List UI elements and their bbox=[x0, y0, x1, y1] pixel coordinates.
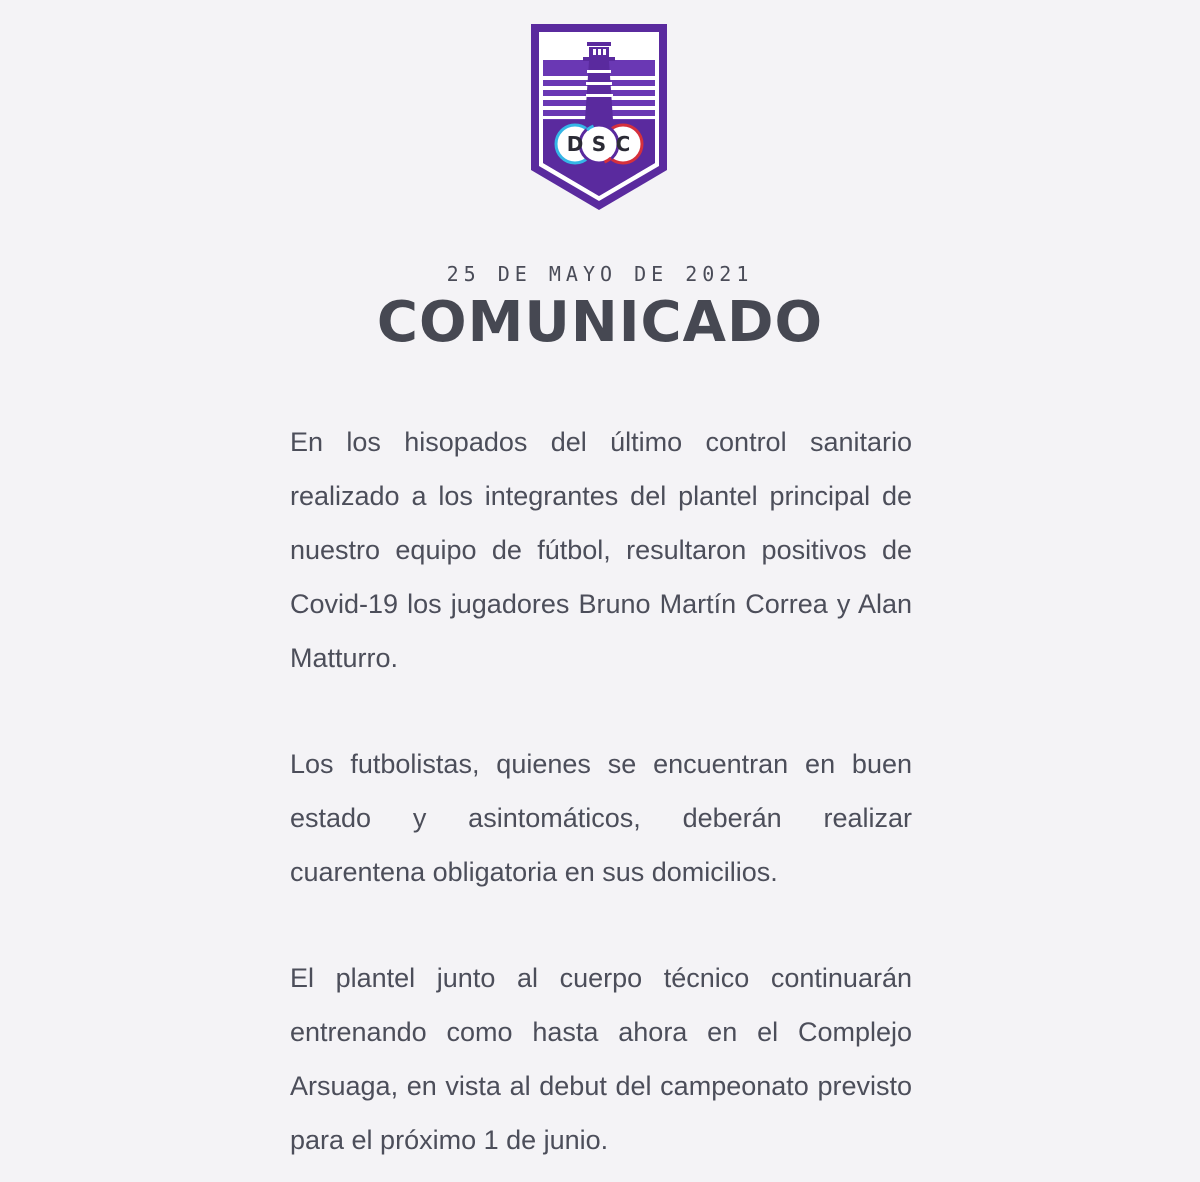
crest-letter-c: C bbox=[615, 132, 631, 156]
paragraph-2: Los futbolistas, quienes se encuentran en buen estado y asintomáticos, deberán realizar cuarentena obligatoria en sus domicilios. bbox=[290, 749, 912, 887]
communique-date: 25 DE MAYO DE 2021 bbox=[446, 262, 754, 286]
paragraph-1: En los hisopados del último control sanitario realizado a los integrantes del plantel principal de nuestro equipo de fútbol, resultaron positivos de Covid-19 los jugadores Bruno Martín Correa y Alan Matturro. bbox=[290, 427, 912, 673]
communique-title: COMUNICADO bbox=[376, 290, 824, 355]
paragraph-3: El plantel junto al cuerpo técnico continuarán entrenando como hasta ahora en el Complejo Arsuaga, en vista al debut del campeonato previsto para el próximo 1 de junio. bbox=[290, 963, 912, 1155]
communique-body bbox=[290, 415, 912, 1167]
crest-letter-d: D bbox=[566, 132, 584, 156]
crest-letter-s: S bbox=[591, 132, 607, 156]
club-crest-logo bbox=[527, 20, 671, 212]
